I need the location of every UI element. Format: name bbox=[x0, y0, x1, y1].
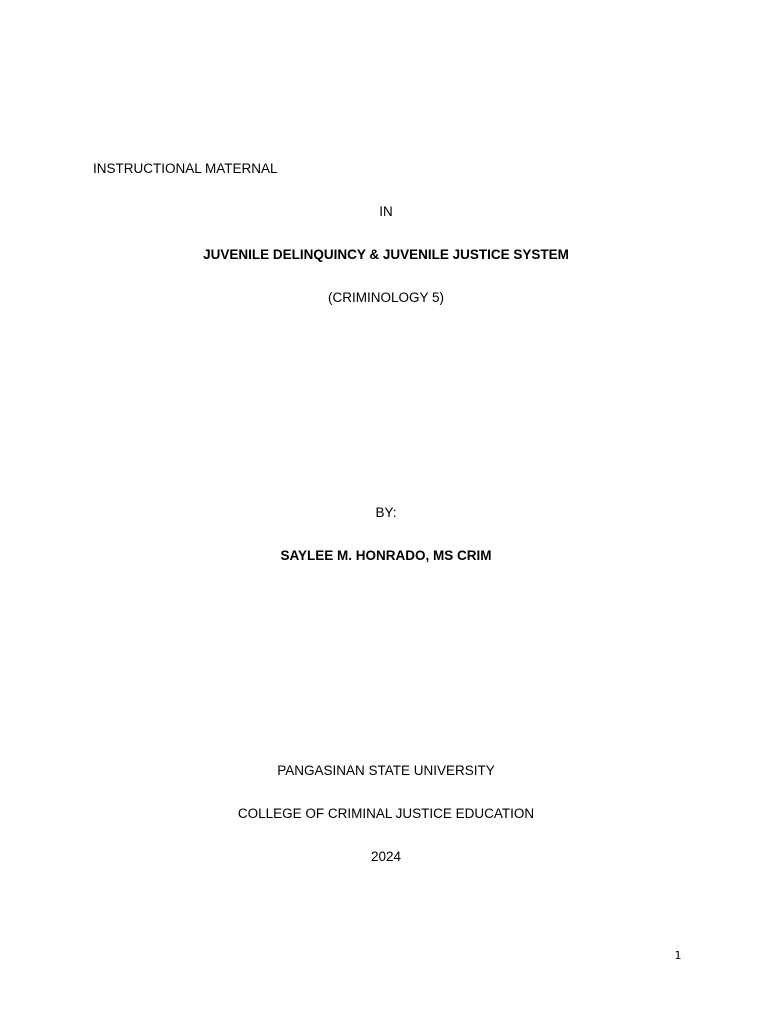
author-name: SAYLEE M. HONRADO, MS CRIM bbox=[280, 548, 492, 563]
college-name: COLLEGE OF CRIMINAL JUSTICE EDUCATION bbox=[237, 806, 535, 821]
publication-year: 2024 bbox=[370, 849, 402, 864]
course-title: JUVENILE DELINQUINCY & JUVENILE JUSTICE SYSTEM bbox=[203, 247, 569, 262]
course-code: (CRIMINOLOGY 5) bbox=[327, 290, 444, 305]
by-label: BY: bbox=[375, 505, 397, 520]
page-number: 1 bbox=[674, 949, 682, 962]
material-label: INSTRUCTIONAL MATERNAL bbox=[93, 161, 278, 176]
preposition-text: IN bbox=[379, 204, 393, 219]
university-name: PANGASINAN STATE UNIVERSITY bbox=[277, 763, 495, 778]
